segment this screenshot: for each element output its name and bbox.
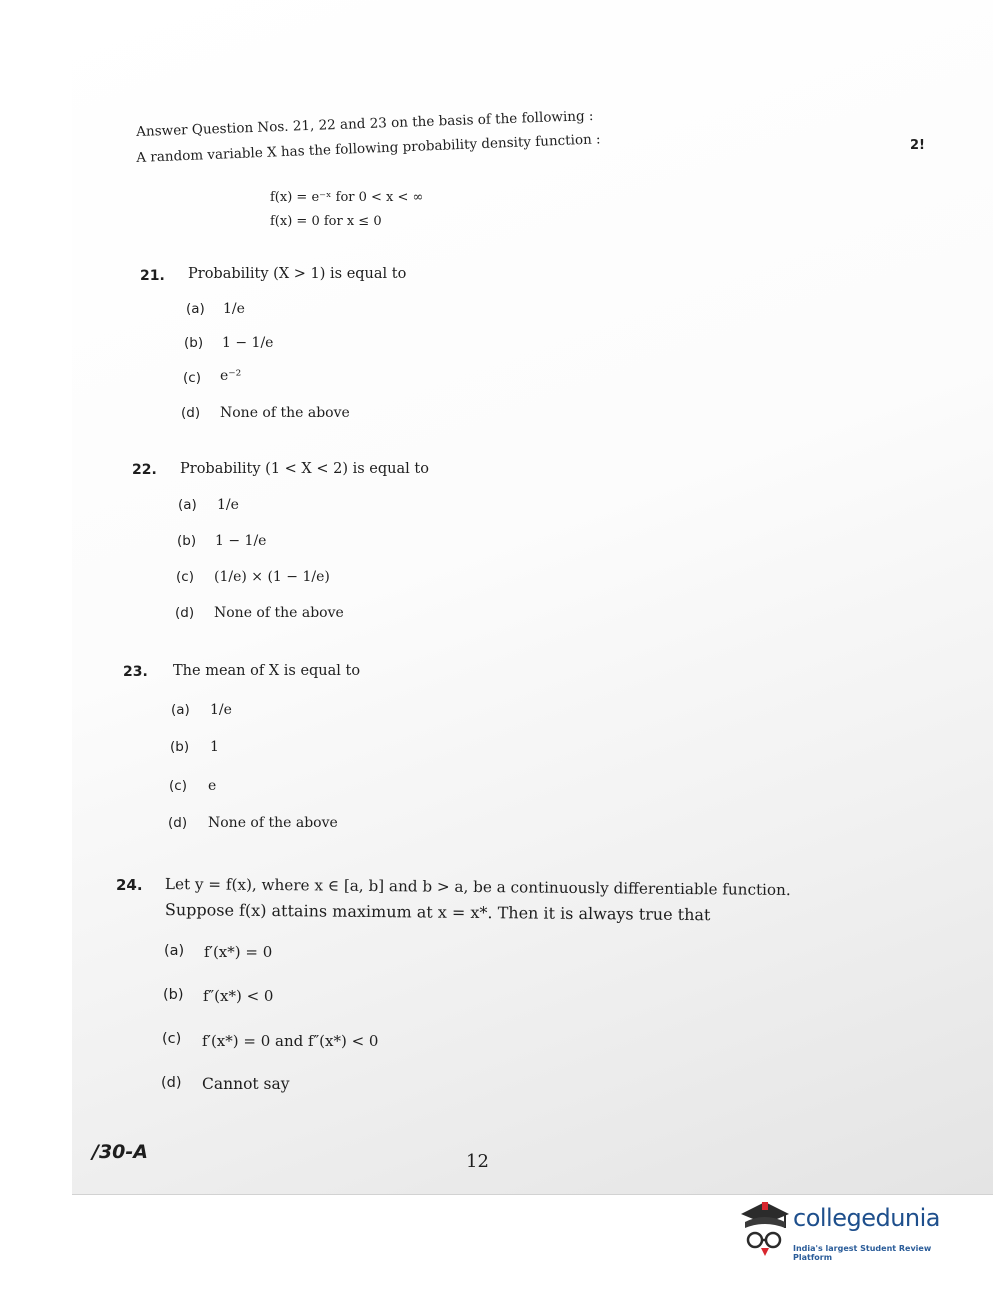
q23-option-b-label: (b) — [170, 739, 190, 755]
q23-option-a-label: (a) — [171, 702, 190, 718]
q24-option-c-label: (c) — [162, 1031, 182, 1047]
pdf-formula-zero: f(x) = 0 for x ≤ 0 — [270, 214, 382, 229]
q23-option-a-text: 1/e — [210, 702, 232, 718]
q23-option-b-text: 1 — [210, 739, 219, 755]
q21-option-c-label: (c) — [183, 370, 201, 386]
question-22-number: 22. — [132, 462, 157, 478]
graduate-mascot-icon — [735, 1198, 791, 1260]
question-21-text: Probability (X > 1) is equal to — [188, 266, 407, 282]
q24-option-b-label: (b) — [163, 987, 184, 1003]
intro-instruction: Answer Question Nos. 21, 22 and 23 on the basis of the following : — [136, 108, 594, 140]
question-24-text-line1: Let y = f(x), where x ∈ [a, b] and b > a, be a continuously differentiable function. — [164, 875, 791, 900]
logo-tagline: India's largest Student Review Platform — [793, 1244, 932, 1262]
q24-option-d-text: Cannot say — [202, 1075, 290, 1093]
q21-option-b-label: (b) — [184, 335, 204, 351]
page-number: 12 — [466, 1151, 489, 1172]
edge-page-mark: 2! — [910, 138, 925, 153]
q23-option-c-text: e — [208, 778, 217, 794]
q21-option-d-text: None of the above — [220, 405, 350, 421]
q22-option-d-text: None of the above — [214, 605, 344, 621]
q22-option-b-text: 1 − 1/e — [215, 533, 267, 549]
q24-option-b-text: f″(x*) < 0 — [203, 987, 274, 1005]
q22-option-c-text: (1/e) × (1 − 1/e) — [214, 569, 330, 585]
question-24-text-line2: Suppose f(x) attains maximum at x = x*. Then it is always true that — [164, 900, 711, 925]
q23-option-d-label: (d) — [168, 815, 188, 831]
q24-option-c-text: f′(x*) = 0 and f″(x*) < 0 — [202, 1032, 379, 1050]
logo-wordmark: collegedunia — [793, 1204, 941, 1232]
paper-code: /30-A — [92, 1141, 148, 1163]
q23-option-c-label: (c) — [169, 778, 187, 794]
q21-option-a-label: (a) — [186, 301, 205, 317]
q22-option-a-label: (a) — [178, 497, 197, 513]
question-21-number: 21. — [140, 268, 165, 284]
q21-option-d-label: (d) — [181, 405, 201, 421]
q22-option-a-text: 1/e — [217, 497, 239, 513]
q23-option-d-text: None of the above — [208, 815, 338, 831]
q21-option-c-text: e⁻² — [220, 368, 242, 384]
question-23-text: The mean of X is equal to — [173, 663, 361, 679]
collegedunia-logo — [735, 1196, 965, 1266]
question-24-number: 24. — [116, 876, 143, 894]
question-22-text: Probability (1 < X < 2) is equal to — [180, 461, 429, 477]
q21-option-b-text: 1 − 1/e — [222, 335, 274, 351]
q24-option-a-label: (a) — [164, 943, 185, 959]
q24-option-a-text: f′(x*) = 0 — [204, 943, 273, 961]
scanned-page — [72, 0, 993, 1195]
q22-option-c-label: (c) — [176, 569, 194, 585]
q24-option-d-label: (d) — [161, 1075, 182, 1091]
question-23-number: 23. — [123, 664, 148, 680]
q21-option-a-text: 1/e — [223, 301, 245, 317]
q22-option-b-label: (b) — [177, 533, 197, 549]
intro-pdf-statement: A random variable X has the following probability density function : — [136, 131, 601, 166]
pdf-formula-positive: f(x) = e⁻ˣ for 0 < x < ∞ — [270, 190, 424, 205]
q22-option-d-label: (d) — [175, 605, 195, 621]
